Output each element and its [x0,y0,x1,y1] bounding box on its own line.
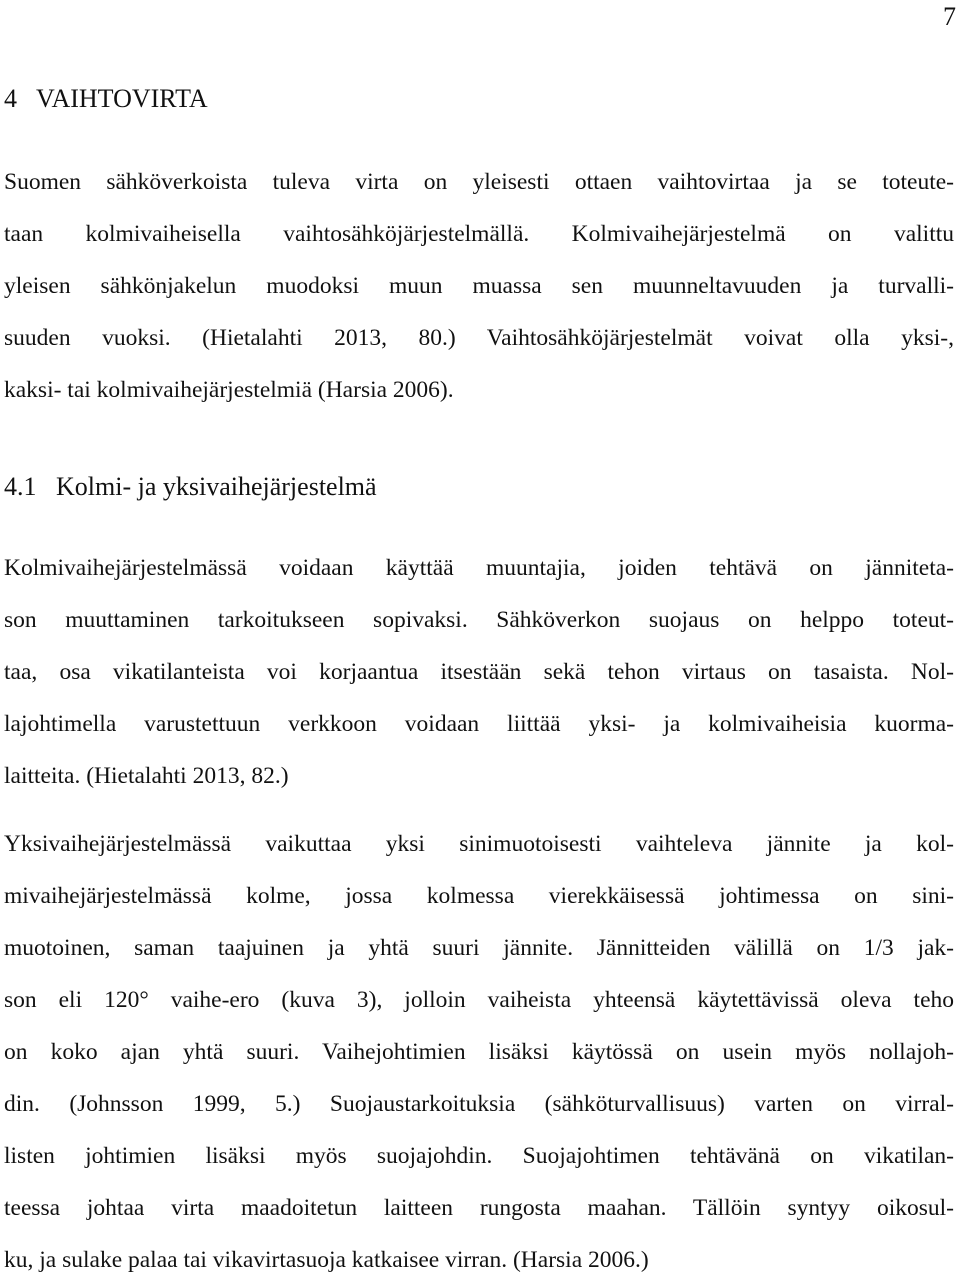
paragraph-line: teessa johtaa virta maadoitetun laitteen rungosta maahan. Tällöin syntyy oikosul- [4,1195,954,1221]
paragraph-line: Yksivaihejärjestelmässä vaikuttaa yksi sinimuotoisesti vaihteleva jännite ja kol- [4,831,954,857]
page-number: 7 [943,2,956,31]
paragraph-line: mivaihejärjestelmässä kolme, jossa kolmessa vierekkäisessä johtimessa on sini- [4,883,954,909]
paragraph-intro [4,156,954,416]
paragraph-line: taan kolmivaiheisella vaihtosähköjärjestelmällä. Kolmivaihejärjestelmä on valittu [4,221,954,247]
paragraph-line: son eli 120° vaihe-ero (kuva 3), jolloin vaiheista yhteensä käytettävissä oleva teho [4,987,954,1013]
section-heading: 4.1 Kolmi- ja yksivaihejärjestelmä [4,472,377,501]
paragraph-line: suuden vuoksi. (Hietalahti 2013, 80.) Vaihtosähköjärjestelmät voivat olla yksi-, [4,325,954,351]
paragraph-three-phase [4,542,954,802]
paragraph-line: laitteita. (Hietalahti 2013, 82.) [4,763,289,789]
paragraph-line: din. (Johnsson 1999, 5.) Suojaustarkoituksia (sähköturvallisuus) varten on virral- [4,1091,954,1117]
paragraph-single-phase [4,818,954,1286]
paragraph-line: muotoinen, saman taajuinen ja yhtä suuri jännite. Jännitteiden välillä on 1/3 jak- [4,935,954,961]
paragraph-line: yleisen sähkönjakelun muodoksi muun muassa sen muunneltavuuden ja turvalli- [4,273,954,299]
paragraph-line: Suomen sähköverkoista tuleva virta on yleisesti ottaen vaihtovirtaa ja se toteute- [4,169,954,195]
paragraph-line: on koko ajan yhtä suuri. Vaihejohtimien lisäksi käytössä on usein myös nollajoh- [4,1039,954,1065]
paragraph-line: lajohtimella varustettuun verkkoon voidaan liittää yksi- ja kolmivaiheisia kuorma- [4,711,954,737]
paragraph-line: kaksi- tai kolmivaihejärjestelmiä (Harsia 2006). [4,377,454,403]
paragraph-line: listen johtimien lisäksi myös suojajohdin. Suojajohtimen tehtävänä on vikatilan- [4,1143,954,1169]
paragraph-line: son muuttaminen tarkoitukseen sopivaksi. Sähköverkon suojaus on helppo toteut- [4,607,954,633]
paragraph-line: Kolmivaihejärjestelmässä voidaan käyttää muuntajia, joiden tehtävä on jänniteta- [4,555,954,581]
paragraph-line: taa, osa vikatilanteista voi korjaantua itsestään sekä tehon virtaus on tasaista. Nol- [4,659,954,685]
paragraph-line: ku, ja sulake palaa tai vikavirtasuoja katkaisee virran. (Harsia 2006.) [4,1247,649,1273]
chapter-heading: 4 VAIHTOVIRTA [4,84,208,113]
